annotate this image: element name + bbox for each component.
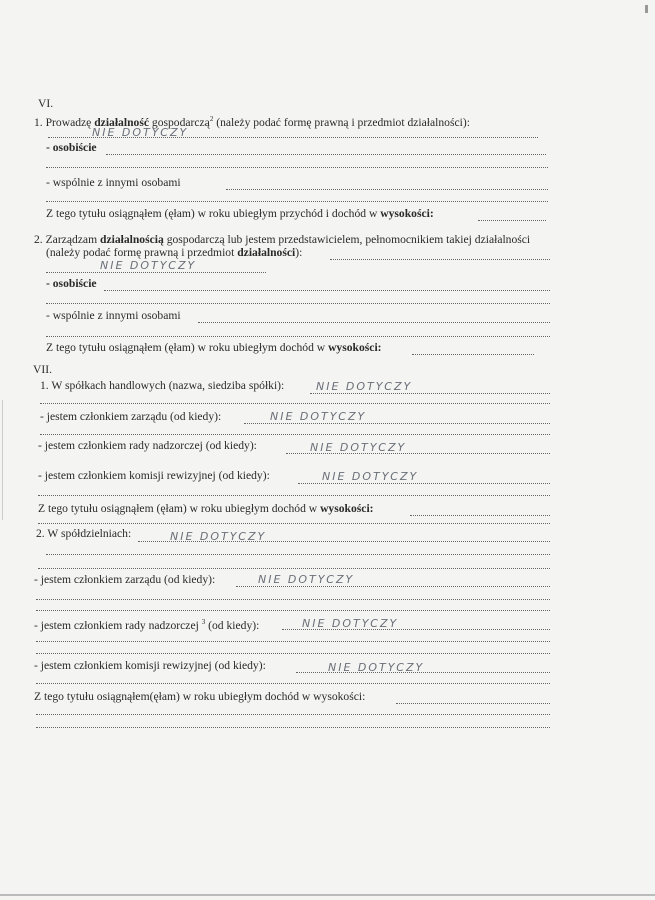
vii-item1-rada: - jestem członkiem rady nadzorczej (od kiedy): bbox=[38, 439, 257, 452]
vi-item1-line: 1. Prowadzę działalność gospodarczą$^2$ (należy podać formę prawną i przedmiot działalności): bbox=[34, 115, 470, 129]
vii-item1-line: 1. W spółkach handlowych (nazwa, siedziba spółki): bbox=[40, 379, 285, 392]
scan-mark-left bbox=[2, 400, 3, 520]
scan-bottom-edge bbox=[0, 894, 655, 896]
vii-item2-zarzad-answer: NIE DOTYCZY bbox=[258, 573, 355, 586]
vi-item1-wspolnie: - wspólnie z innymi osobami bbox=[46, 176, 181, 189]
section-vii-heading: VII. bbox=[33, 363, 52, 376]
vii-item1-zarzad: - jestem członkiem zarządu (od kiedy): bbox=[40, 410, 222, 423]
vii-item2-komisja: - jestem członkiem komisji rewizyjnej (od kiedy): bbox=[34, 659, 266, 672]
vii-item2-line: 2. W spółdzielniach: bbox=[36, 527, 132, 540]
vii-item1-rada-answer: NIE DOTYCZY bbox=[310, 441, 407, 454]
vi-item2-osobiscie: - osobiście bbox=[46, 277, 97, 290]
vii-item2-komisja-answer: NIE DOTYCZY bbox=[328, 661, 425, 674]
vii-item1-zarzad-answer: NIE DOTYCZY bbox=[270, 410, 367, 423]
vi-item2-wspolnie: - wspólnie z innymi osobami bbox=[46, 309, 181, 322]
vii-item2-zarzad: - jestem członkiem zarządu (od kiedy): bbox=[34, 573, 216, 586]
section-vi-heading: VI. bbox=[38, 97, 54, 110]
vii-item2-income: Z tego tytułu osiągnąłem(ęłam) w roku ubiegłym dochód w wysokości: bbox=[34, 690, 366, 703]
vi-item1-answer: NIE DOTYCZY bbox=[92, 126, 189, 139]
vii-item1-komisja-answer: NIE DOTYCZY bbox=[322, 470, 419, 483]
vi-item2-line2: (należy podać formę prawną i przedmiot działalności): bbox=[46, 246, 303, 259]
vi-item2-line: 2. Zarządzam działalnością gospodarczą lub jestem przedstawicielem, pełnomocnikiem takiej działalności bbox=[34, 233, 531, 246]
vi-item2-income: Z tego tytułu osiągnąłem (ęłam) w roku ubiegłym dochód w wysokości: bbox=[46, 341, 382, 354]
vi-item1-osobiscie: - osobiście bbox=[46, 141, 97, 154]
vi-item2-answer: NIE DOTYCZY bbox=[100, 259, 197, 272]
vi-item1-income: Z tego tytułu osiągnąłem (ęłam) w roku ubiegłym przychód i dochód w wysokości: bbox=[46, 207, 434, 220]
scan-mark-top bbox=[645, 5, 648, 13]
vii-item2-answer: NIE DOTYCZY bbox=[170, 530, 267, 543]
vii-item1-answer: NIE DOTYCZY bbox=[316, 380, 413, 393]
vii-item2-rada-answer: NIE DOTYCZY bbox=[302, 617, 399, 630]
vii-item2-rada: - jestem członkiem rady nadzorczej $^3$ (od kiedy): bbox=[34, 618, 260, 632]
vii-item1-income: Z tego tytułu osiągnąłem (ęłam) w roku ubiegłym dochód w wysokości: bbox=[38, 502, 374, 515]
vii-item1-komisja: - jestem członkiem komisji rewizyjnej (od kiedy): bbox=[38, 469, 270, 482]
